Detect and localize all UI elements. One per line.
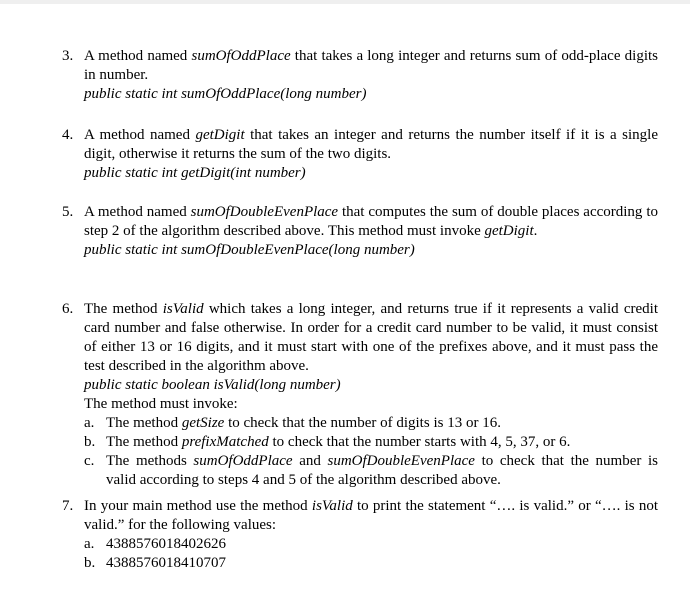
item-body: In your main method use the method isValid to print the statement “…. is valid.” or “…. is not valid.” for the following values:: [84, 498, 658, 533]
item-body: A method named getDigit that takes an integer and returns the number itself if it is a single digit, otherwise it returns the sum of the two digits. public static int getDigit(int number): [84, 127, 659, 181]
method-name: sumOfDoubleEvenPlace: [190, 204, 339, 220]
item-body: A method named sumOfDoubleEvenPlace that computes the sum of double places according to step 2 of the algorithm described above. This method must invoke getDigit. public static int sumOfDoubleEvenPlace(long number): [84, 204, 658, 258]
item-number: 6.: [62, 301, 74, 317]
method-name: prefixMatched: [181, 434, 269, 450]
sub-item-number: a.: [84, 536, 95, 552]
card-number-value: 4388576018410707: [106, 555, 226, 571]
list-item-7: [62, 497, 658, 573]
value-item-b: [84, 554, 658, 573]
item-number: 3.: [62, 48, 74, 64]
item-number: 5.: [62, 204, 74, 220]
method-name: sumOfDoubleEvenPlace: [327, 453, 475, 469]
sub-item-number: c.: [84, 453, 95, 469]
method-name: sumOfOddPlace: [193, 453, 293, 469]
list-item-5: [62, 203, 658, 260]
sub-item-number: b.: [84, 434, 96, 450]
method-signature: public static int sumOfOddPlace(long number): [84, 86, 367, 102]
item-number: 4.: [62, 127, 74, 143]
method-name: isValid: [162, 301, 204, 317]
sub-item-number: b.: [84, 555, 96, 571]
list-item-4: [62, 126, 658, 183]
item-body: A method named sumOfOddPlace that takes a long integer and returns sum of odd-place digits in number. public static int sumOfOddPlace(long number): [84, 48, 659, 102]
sub-item-c: c. The methods sumOfOddPlace and sumOfDoubleEvenPlace to check that the number is valid according to steps 4 and 5 of the algorithm described above.: [84, 453, 658, 488]
item-body: The method isValid which takes a long integer, and returns true if it represents a valid credit card number and false otherwise. In order for a credit card number to be valid, it must consist of either 13 or 16 digits, and it must start with one of the prefixes above, and it must pass the test described in the algorithm above. public static boolean isValid(long number) The method must invoke:: [84, 301, 658, 412]
method-name: sumOfOddPlace: [191, 48, 291, 64]
method-name: getDigit: [484, 223, 534, 239]
card-number-value: 4388576018402626: [106, 536, 226, 552]
method-signature: public static boolean isValid(long number): [84, 377, 341, 393]
list-item-6: [62, 300, 658, 490]
method-name: getSize: [181, 415, 225, 431]
method-name: getDigit: [195, 127, 245, 143]
sub-item-b: b. The method prefixMatched to check that the number starts with 4, 5, 37, or 6.: [84, 434, 571, 450]
sub-item-number: a.: [84, 415, 95, 431]
document-page: [0, 4, 690, 611]
list-item-3: [62, 47, 658, 104]
value-item-a: [84, 535, 658, 554]
method-name: isValid: [311, 498, 353, 514]
method-signature: public static int sumOfDoubleEvenPlace(long number): [84, 242, 415, 258]
sub-item-a: a. The method getSize to check that the number of digits is 13 or 16.: [84, 415, 501, 431]
invoke-label: The method must invoke:: [84, 396, 238, 412]
method-signature: public static int getDigit(int number): [84, 165, 306, 181]
item-number: 7.: [62, 498, 74, 514]
